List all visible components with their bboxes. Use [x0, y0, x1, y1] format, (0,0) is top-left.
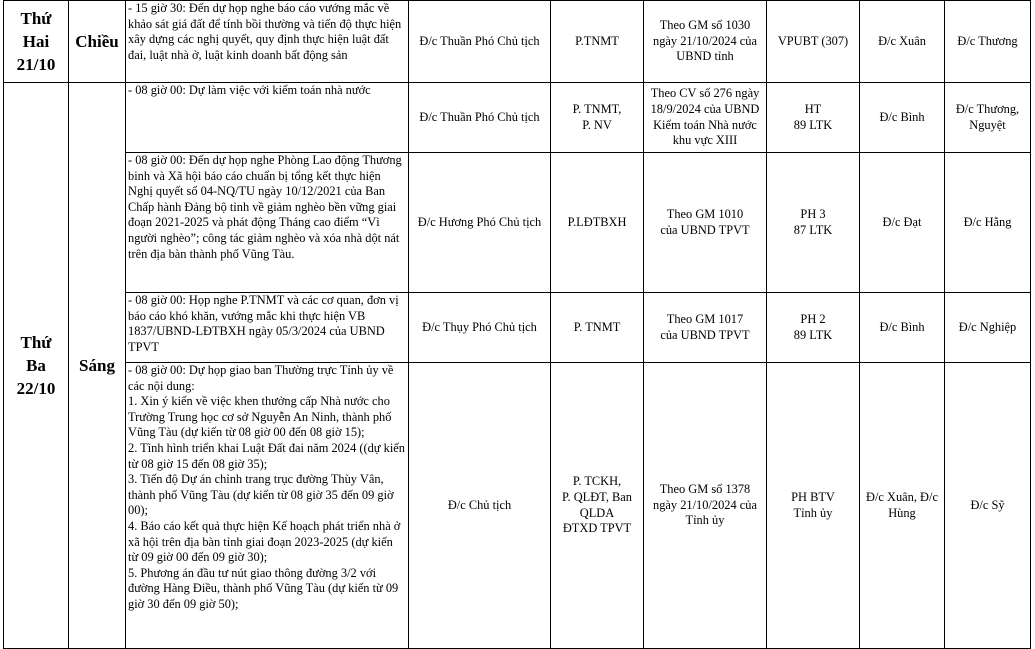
- secretary-line: Đ/c Bình: [879, 109, 925, 124]
- event-content-line: 3. Tiến độ Dự án chỉnh trang trục đường Thùy Vân, thành phố Vũng Tàu (dự kiến từ 08 giờ 35 đến 09 giờ 00);: [128, 472, 394, 518]
- event-content-cell: [126, 363, 409, 649]
- day-line: Thứ: [20, 333, 52, 352]
- units-line: QLDA: [579, 505, 615, 520]
- basis-cell: [644, 83, 767, 153]
- day-line: Thứ: [20, 9, 52, 28]
- table-row: [4, 153, 1031, 293]
- day-line: 21/10: [16, 55, 56, 74]
- basis-line: 18/9/2024 của UBND: [650, 101, 760, 116]
- session-cell: Sáng: [69, 83, 126, 649]
- location-line: 87 LTK: [793, 222, 833, 237]
- basis-line: Theo GM số 1378: [659, 482, 751, 497]
- units-line: P. QLĐT, Ban: [562, 489, 632, 504]
- location-line: HT: [804, 101, 822, 116]
- day-line: Ba: [26, 356, 46, 375]
- units-line: P.TNMT: [575, 33, 619, 48]
- basis-line: của UBND TPVT: [660, 327, 750, 342]
- location-cell: [767, 1, 860, 83]
- basis-line: Kiểm toán Nhà nước: [653, 117, 757, 132]
- assistant-line: Nguyệt: [969, 117, 1006, 132]
- secretary-cell: [860, 1, 945, 83]
- location-line: PH 2: [800, 311, 826, 326]
- assistant-line: Đ/c Thương,: [955, 101, 1020, 116]
- leader-cell: Đ/c Thuần Phó Chủ tịch: [409, 83, 551, 153]
- secretary-cell: [860, 153, 945, 293]
- day-line: Hai: [22, 32, 50, 51]
- units-line: P. TNMT,: [572, 101, 622, 116]
- event-content-cell: [126, 1, 409, 83]
- basis-line: ngày 21/10/2024 của: [653, 33, 757, 48]
- basis-cell: [644, 153, 767, 293]
- event-content-line: - 08 giờ 00: Dự họp giao ban Thường trực Tỉnh ủy về các nội dung:: [128, 363, 394, 393]
- event-content-cell: [126, 293, 409, 363]
- assistant-line: Đ/c Thương: [957, 33, 1018, 48]
- assistant-cell: [945, 153, 1031, 293]
- event-content-line: 5. Phương án đầu tư nút giao thông đường 3/2 với đường Hàng Điều, thành phố Vũng Tàu (dự kiến từ 09 giờ 30 đến 09 giờ 50);: [128, 565, 399, 611]
- units-cell: [551, 293, 644, 363]
- secretary-line: Đ/c Đạt: [882, 214, 922, 229]
- secretary-cell: [860, 293, 945, 363]
- basis-cell: [644, 363, 767, 649]
- assistant-line: Đ/c Sỹ: [970, 497, 1005, 512]
- location-line: PH BTV: [791, 489, 835, 504]
- schedule-body: [4, 1, 1031, 649]
- basis-line: Theo CV số 276 ngày: [650, 86, 760, 101]
- assistant-cell: [945, 293, 1031, 363]
- event-content-cell: [126, 83, 409, 153]
- leader-cell: Đ/c Hương Phó Chủ tịch: [409, 153, 551, 293]
- location-line: Tỉnh ủy: [793, 505, 833, 520]
- day-cell: [4, 1, 69, 83]
- assistant-line: Đ/c Hằng: [963, 214, 1012, 229]
- event-content-line: - 08 giờ 00: Dự làm việc với kiểm toán nhà nước: [128, 83, 371, 97]
- units-cell: [551, 1, 644, 83]
- units-cell: [551, 83, 644, 153]
- location-cell: [767, 293, 860, 363]
- location-cell: [767, 153, 860, 293]
- units-line: P. TCKH,: [572, 474, 622, 489]
- basis-line: ngày 21/10/2024 của: [653, 497, 757, 512]
- assistant-line: Đ/c Nghiệp: [958, 319, 1017, 334]
- units-line: P.LĐTBXH: [567, 214, 627, 229]
- event-content-line: - 08 giờ 00: Họp nghe P.TNMT và các cơ quan, đơn vị báo cáo khó khăn, vướng mắc khi thực hiện VB 1837/UBND-LĐTBXH ngày 05/3/2024 của UBND TPVT: [128, 293, 399, 354]
- secretary-line: Đ/c Xuân, Đ/c: [866, 489, 938, 504]
- basis-line: Theo GM số 1030: [659, 18, 751, 33]
- units-line: P. TNMT: [573, 319, 621, 334]
- basis-line: Tỉnh ủy: [685, 513, 725, 528]
- assistant-cell: [945, 363, 1031, 649]
- table-row: [4, 363, 1031, 649]
- location-line: PH 3: [800, 206, 826, 221]
- secretary-line: Hùng: [888, 505, 916, 520]
- location-line: 89 LTK: [793, 327, 833, 342]
- secretary-cell: [860, 363, 945, 649]
- basis-line: khu vực XIII: [672, 133, 738, 148]
- basis-line: của UBND TPVT: [660, 222, 750, 237]
- leader-cell: Đ/c Thuần Phó Chủ tịch: [409, 1, 551, 83]
- location-cell: [767, 363, 860, 649]
- leader-cell: Đ/c Thụy Phó Chủ tịch: [409, 293, 551, 363]
- secretary-cell: [860, 83, 945, 153]
- event-content-cell: [126, 153, 409, 293]
- event-content-line: - 08 giờ 00: Đến dự họp nghe Phòng Lao động Thương binh và Xã hội báo cáo chuẩn bị tổng kết thực hiện Nghị quyết số 04-NQ/TU ngày 10/12/2021 của Ban Chấp hành Đảng bộ tỉnh về giảm nghèo bền vững giai đoạn 2021-2025 và phát động Tháng cao điểm “Vì người nghèo”; công tác giảm nghèo và xóa nhà dột nát trên địa bàn thành phố Vũng Tàu.: [128, 153, 402, 261]
- units-cell: [551, 153, 644, 293]
- assistant-cell: [945, 1, 1031, 83]
- basis-line: UBND tỉnh: [676, 49, 734, 64]
- location-cell: [767, 83, 860, 153]
- day-cell: [4, 83, 69, 649]
- event-content-line: - 15 giờ 30: Đến dự họp nghe báo cáo vướng mắc về khảo sát giá đất để tính bồi thường và tiến độ thực hiện xây dựng các nghị quyết, quy định thực hiện luật đất đai, luật nhà ở, luật kinh doanh bất động sản: [128, 1, 402, 62]
- table-row: [4, 293, 1031, 363]
- units-line: ĐTXD TPVT: [562, 521, 632, 536]
- location-line: 89 LTK: [793, 117, 833, 132]
- event-content-line: 2. Tình hình triển khai Luật Đất đai năm 2024 ((dự kiến từ 08 giờ 15 đến 08 giờ 35);: [128, 440, 405, 471]
- schedule-table: [3, 0, 1031, 649]
- event-content-line: 4. Báo cáo kết quả thực hiện Kế hoạch phát triển nhà ở xã hội trên địa bàn tỉnh giai đoạn 2023-2025 (dự kiến từ 09 giờ 00 đến 09 giờ 30);: [128, 518, 401, 565]
- basis-cell: [644, 293, 767, 363]
- leader-cell: Đ/c Chủ tịch: [409, 363, 551, 649]
- table-row: [4, 1, 1031, 83]
- units-line: P. NV: [582, 117, 612, 132]
- day-line: 22/10: [16, 379, 56, 398]
- units-cell: [551, 363, 644, 649]
- event-content-line: 1. Xin ý kiến về việc khen thưởng cấp Nhà nước cho Trường Trung học cơ sở Nguyễn An Ninh, thành phố Vũng Tàu (dự kiến từ 08 giờ 00 đến 08 giờ 15);: [128, 394, 392, 440]
- basis-line: Theo GM 1017: [666, 311, 744, 326]
- session-cell: Chiều: [69, 1, 126, 83]
- basis-line: Theo GM 1010: [666, 206, 744, 221]
- secretary-line: Đ/c Xuân: [878, 33, 926, 48]
- location-line: VPUBT (307): [777, 33, 849, 48]
- secretary-line: Đ/c Bình: [879, 319, 925, 334]
- table-row: [4, 83, 1031, 153]
- basis-cell: [644, 1, 767, 83]
- assistant-cell: [945, 83, 1031, 153]
